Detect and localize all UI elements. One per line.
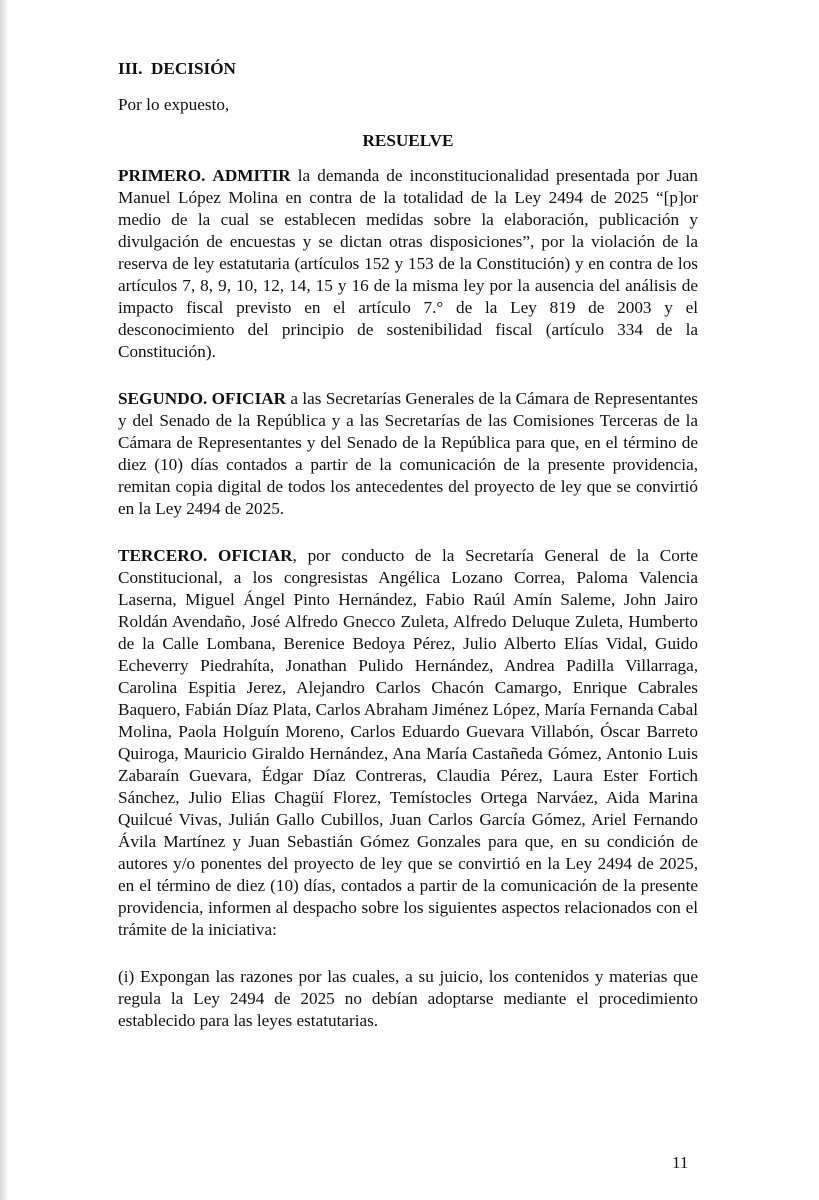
segundo-verb: OFICIAR (211, 389, 287, 408)
tercero-text: , por conducto de la Secretaría General de la Corte Constitucional, a los congresistas Angélica Lozano Correa, Paloma Valencia Laserna, Miguel Ángel Pinto Hernández, Fabio Raúl Amín Saleme, John Jairo Roldán Avendaño, José Alfredo Gnecco Zuleta, Alfredo Deluque Zuleta, Humberto de la Calle Lombana, Berenice Bedoya Pérez, Julio Alberto Elías Vidal, Guido Echeverry Piedrahíta, Jonathan Pulido Hernández, Andrea Padilla Villarraga, Carolina Espitia Jerez, Alejandro Carlos Chacón Camargo, Enrique Cabrales Baquero, Fabián Díaz Plata, Carlos Abraham Jiménez López, María Fernanda Cabal Molina, Paola Holguín Moreno, Carlos Eduardo Guevara Villabón, Óscar Barreto Quiroga, Mauricio Giraldo Hernández, Ana María Castañeda Gómez, Antonio Luis Zabaraín Guevara, Édgar Díaz Contreras, Claudia Pérez, Laura Ester Fortich Sánchez, Julio Elias Chagüí Florez, Temístocles Ortega Narváez, Aida Marina Quilcué Vivas, Julián Gallo Cubillos, Juan Carlos García Gómez, Ariel Fernando Ávila Martínez y Juan Sebastián Gómez Gonzales para que, en su condición de autores y/o ponentes del proyecto de ley que se convirtió en la Ley 2494 de 2025, en el término de diez (10) días, contados a partir de la comunicación de la presente providencia, informen al despacho sobre los siguientes aspectos relacionados con el trámite de la iniciativa: (118, 546, 698, 939)
tercero-label: TERCERO. (118, 546, 208, 565)
page-number: 11 (672, 1153, 689, 1172)
primero-label: PRIMERO. (118, 166, 206, 185)
paragraph-segundo (118, 388, 698, 520)
segundo-label: SEGUNDO. (118, 389, 208, 408)
section-title: DECISIÓN (150, 59, 236, 78)
paragraph-tercero (118, 545, 698, 941)
tercero-verb: OFICIAR (218, 546, 293, 565)
page-edge-shadow (0, 0, 7, 1200)
intro-text: Por lo expuesto, (118, 95, 230, 114)
paragraph-primero (118, 165, 698, 363)
paragraph-item-i: (i) Expongan las razones por las cuales, a su juicio, los contenidos y materias que regula la Ley 2494 de 2025 no debían adoptarse mediante el procedimiento establecido para las leyes estatutarias. (118, 967, 698, 1030)
segundo-text: a las Secretarías Generales de la Cámara de Representantes y del Senado de la República y a las Secretarías de las Comisiones Terceras de la Cámara de Representantes y del Senado de la República para que, en el término de diez (10) días contados a partir de la comunicación de la presente providencia, remitan copia digital de todos los antecedentes del proyecto de ley que se convirtió en la Ley 2494 de 2025. (118, 389, 698, 518)
section-heading (118, 58, 698, 80)
document-page (118, 58, 698, 1032)
section-number: III. (118, 59, 143, 78)
primero-text: la demanda de inconstitucionalidad presentada por Juan Manuel López Molina en contra de la totalidad de la Ley 2494 de 2025 “[p]or medio de la cual se establecen medidas sobre la elaboración, publicación y divulgación de encuestas y se dictan otras disposiciones”, por la violación de la reserva de ley estatutaria (artículos 152 y 153 de la Constitución) y en contra de los artículos 7, 8, 9, 10, 12, 14, 15 y 16 de la misma ley por la ausencia del análisis de impacto fiscal previsto en el artículo 7.° de la Ley 819 de 2003 y el desconocimiento del principio de sostenibilidad fiscal (artículo 334 de la Constitución). (118, 166, 698, 361)
resuelve-heading: RESUELVE (362, 131, 454, 150)
primero-verb: ADMITIR (212, 166, 291, 185)
